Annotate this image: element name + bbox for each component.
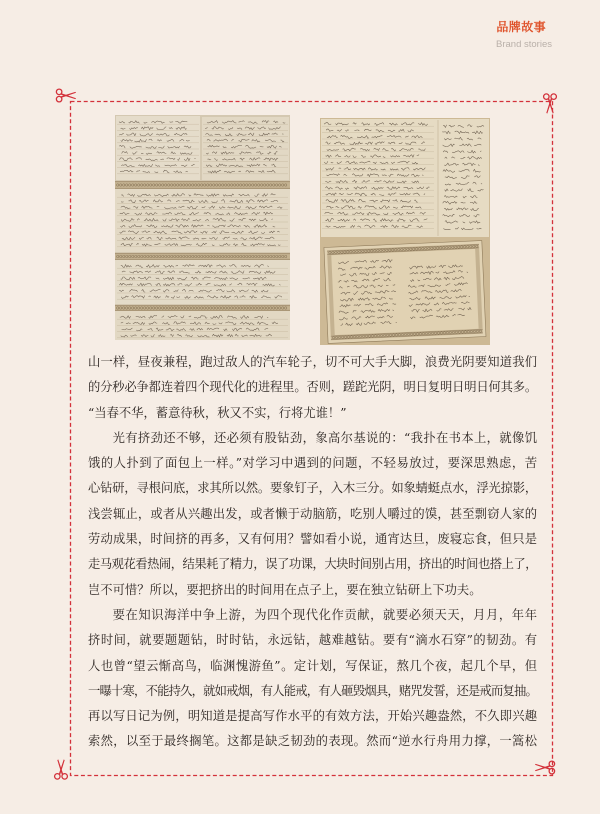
text-line: 走马观花看热闹，结果耗了精力，误了功课，大块时间别占用，挤出的时间也搭上了， xyxy=(88,557,537,572)
text-line: 要在知识海洋中争上游，为四个现代化作贡献，就要必须天天，月月，年年 xyxy=(112,607,537,622)
text-line: “当春不华，蓄意待秋，秋又不实，行将尤谁！” xyxy=(88,405,347,420)
text-line: 山一样，昼夜兼程，跑过敌人的汽车轮子，切不可大手大脚，浪费光阴要知道我们 xyxy=(88,355,537,369)
section-title: 品牌故事 xyxy=(496,20,546,34)
text-line: 的分秒必争都连着四个现代化的进程里。否则，蹉跎光阴，明日复明日明日何其多。 xyxy=(88,380,537,395)
notebook-photo-right xyxy=(320,118,490,345)
handwritten-notebook-image xyxy=(320,118,490,345)
section-subtitle: Brand stories xyxy=(496,39,552,50)
text-line: 再以写日记为例，明知道是提高写作水平的有效方法，开始兴趣盎然，不久即兴趣 xyxy=(88,709,537,724)
text-line: 索然，以至于最终搁笔。这都是缺乏韧劲的表现。然而“逆水行舟用力撑，一篙松 xyxy=(88,734,537,749)
notebook-photo-left xyxy=(115,115,290,340)
scissors-icon xyxy=(55,88,77,103)
article-paragraph xyxy=(88,426,537,603)
text-line: 心钻研，寻根问底，求其所以然。要象钉子，入木三分。如象蜻蜓点水，浮光掠影， xyxy=(88,481,537,496)
scissors-icon xyxy=(54,759,69,781)
text-line: 一曝十寒，不能持久，就如戒烟，有人能戒，有人砸毁烟具，赌咒发誓，还是戒而复抽。 xyxy=(88,683,537,698)
text-line: 劳动成果，时间挤的再多，又有何用？譬如看小说，通宵达旦，废寝忘食，但只是 xyxy=(88,532,537,547)
article-paragraph xyxy=(88,603,537,755)
text-line: 岂不可惜？所以，要把挤出的时间用在点子上，要在独立钻研上下功夫。 xyxy=(88,582,482,597)
scissors-icon xyxy=(534,760,556,775)
text-line: 人也曾“望云惭高鸟，临渊愧游鱼”。定计划，写保证，熬几个夜，起几个早，但 xyxy=(88,658,537,673)
scissors-icon xyxy=(543,93,558,115)
article-paragraph xyxy=(88,350,537,426)
handwritten-notebook-image xyxy=(115,115,290,340)
text-line: 光有挤劲还不够，还必须有股钻劲，象高尔基说的：“我扑在书本上，就像饥 xyxy=(112,430,537,445)
text-line: 饿的人扑到了面包上一样。”对学习中遇到的问题，不轻易放过，要深思熟虑，苦 xyxy=(88,456,537,471)
article-body xyxy=(88,350,537,755)
text-line: 浅尝辄止，或者从兴趣出发，或者懒于动脑筋，吃别人嚼过的馍，甚至剽窃人家的 xyxy=(88,506,537,521)
text-line: 挤时间，就要题题钻，时时钻，永远钻，越难越钻。要有“滴水石穿”的韧劲。有 xyxy=(88,633,537,648)
